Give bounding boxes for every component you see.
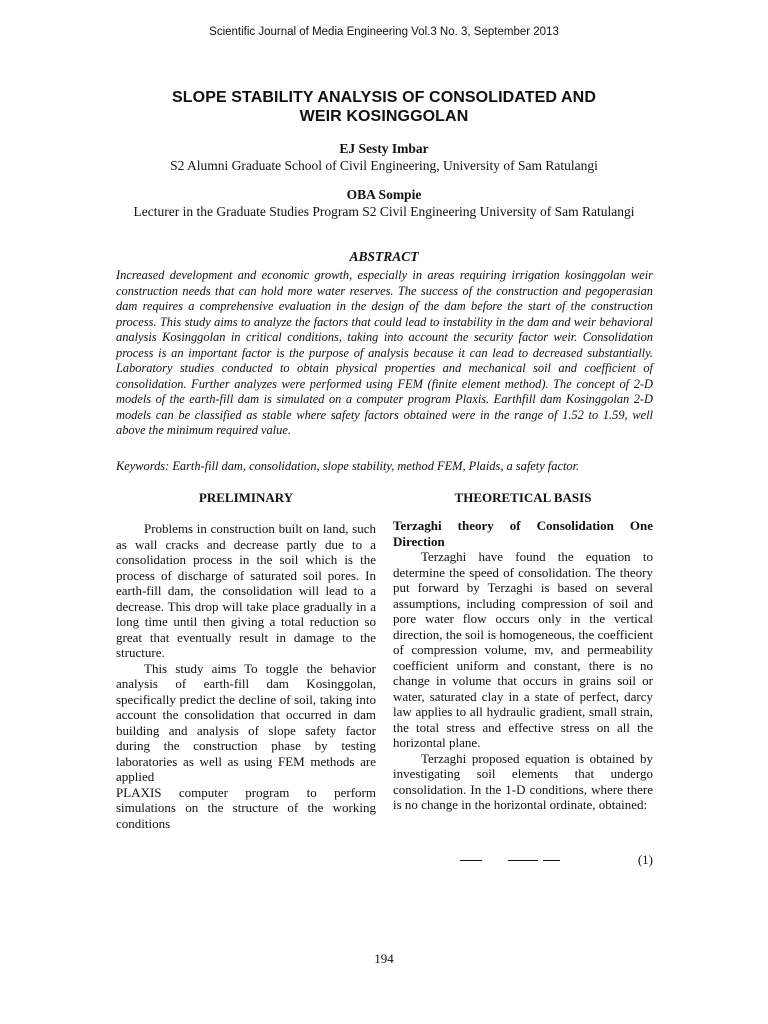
equation-1: [393, 852, 653, 872]
fraction-bar: [460, 860, 482, 861]
equation-number: (1): [637, 852, 653, 867]
author-name: EJ Sesty Imbar: [339, 141, 429, 156]
section-heading-preliminary: PRELIMINARY: [198, 490, 294, 505]
page-number: 194: [374, 951, 394, 966]
abstract-body: Increased development and economic growth, especially in areas requiring irrigation kosinggolan weir construction needs that can hold more water reserves. The success of the construction and pegoperasian dam requires a comprehensive evaluation in the design of the dam before the start of the construction process. This study aims to analyze the factors that could lead to instability in the dam and weir behavioral analysis Kosinggolan in critical conditions, taking into account the security factor weir. Consolidation process is an important factor is the purpose of analysis because it can lead to decreased substantially. Laboratory studies conducted to obtain physical properties and mechanical soil and coefficient of consolidation. Further analyzes were performed using FEM (finite element method). The concept of 2-D models of the earth-fill dam is simulated on a computer program Plaxis. Earthfill dam Kosinggolan 2-D models can be classified as stable where safety factors obtained were in the range of 1.52 to 1.59, well above the minimum required value.: [116, 268, 653, 437]
paragraph: Terzaghi proposed equation is obtained by investigating soil elements that undergo consolidation. In the 1-D conditions, where there is no change in the horizontal ordinate, obtained:: [393, 750, 653, 812]
paper-title: [100, 88, 668, 126]
paragraph: Problems in construction built on land, such as wall cracks and decrease partly due to a consolidation process in the soil which is the process of discharge of saturated soil pores. In earth-fill dam, the consolidation will lead to a decrease. This drop will take place gradually in a long time until then giving a total reduction so great that eventually result in damage to the structure.: [116, 521, 376, 660]
author-affiliation: Lecturer in the Graduate Studies Program S2 Civil Engineering University of Sam Ratulangi: [133, 204, 635, 219]
abstract-heading: ABSTRACT: [349, 249, 419, 264]
author-block-1: [100, 140, 668, 174]
running-header: Scientific Journal of Media Engineering Vol.3 No. 3, September 2013: [209, 26, 559, 38]
fraction-bar: [543, 860, 560, 861]
author-block-2: [100, 186, 668, 220]
fraction-bar: [508, 860, 538, 861]
author-affiliation: S2 Alumni Graduate School of Civil Engineering, University of Sam Ratulangi: [170, 158, 598, 173]
title-line-2: WEIR KOSINGGOLAN: [299, 108, 469, 125]
paragraph: Terzaghi have found the equation to determine the speed of consolidation. The theory put forward by Terzaghi is based on several assumptions, including compression of soil and pore water flow occurs only in the vertical direction, the soil is homogeneous, the coefficient of compression volume, mv, and permeability coefficient uniform and constant, there is no change in volume that occurs in grains soil or water, saturated clay in a state of perfect, darcy law applies to all hydraulic gradient, small strain, the total stress and effective stress on all the horizontal plane.: [393, 549, 653, 750]
paragraph: This study aims To toggle the behavior analysis of earth-fill dam Kosinggolan, specifically predict the decline of soil, taking into account the consolidation that occurred in dam building and analysis of slope safety factor during the construction phase by testing laboratories as well as using FEM methods are applied: [116, 660, 376, 784]
right-column: [393, 518, 653, 813]
title-line-1: SLOPE STABILITY ANALYSIS OF CONSOLIDATED AND: [172, 89, 596, 106]
keywords: Keywords: Earth-fill dam, consolidation, slope stability, method FEM, Plaids, a safety factor.: [116, 459, 580, 473]
author-name: OBA Sompie: [346, 187, 422, 202]
subsection-heading: Terzaghi theory of Consolidation One Direction: [393, 518, 653, 549]
paragraph: PLAXIS computer program to perform simulations on the structure of the working conditions: [116, 784, 376, 831]
left-column: [116, 521, 376, 831]
section-heading-theoretical-basis: THEORETICAL BASIS: [454, 490, 592, 505]
